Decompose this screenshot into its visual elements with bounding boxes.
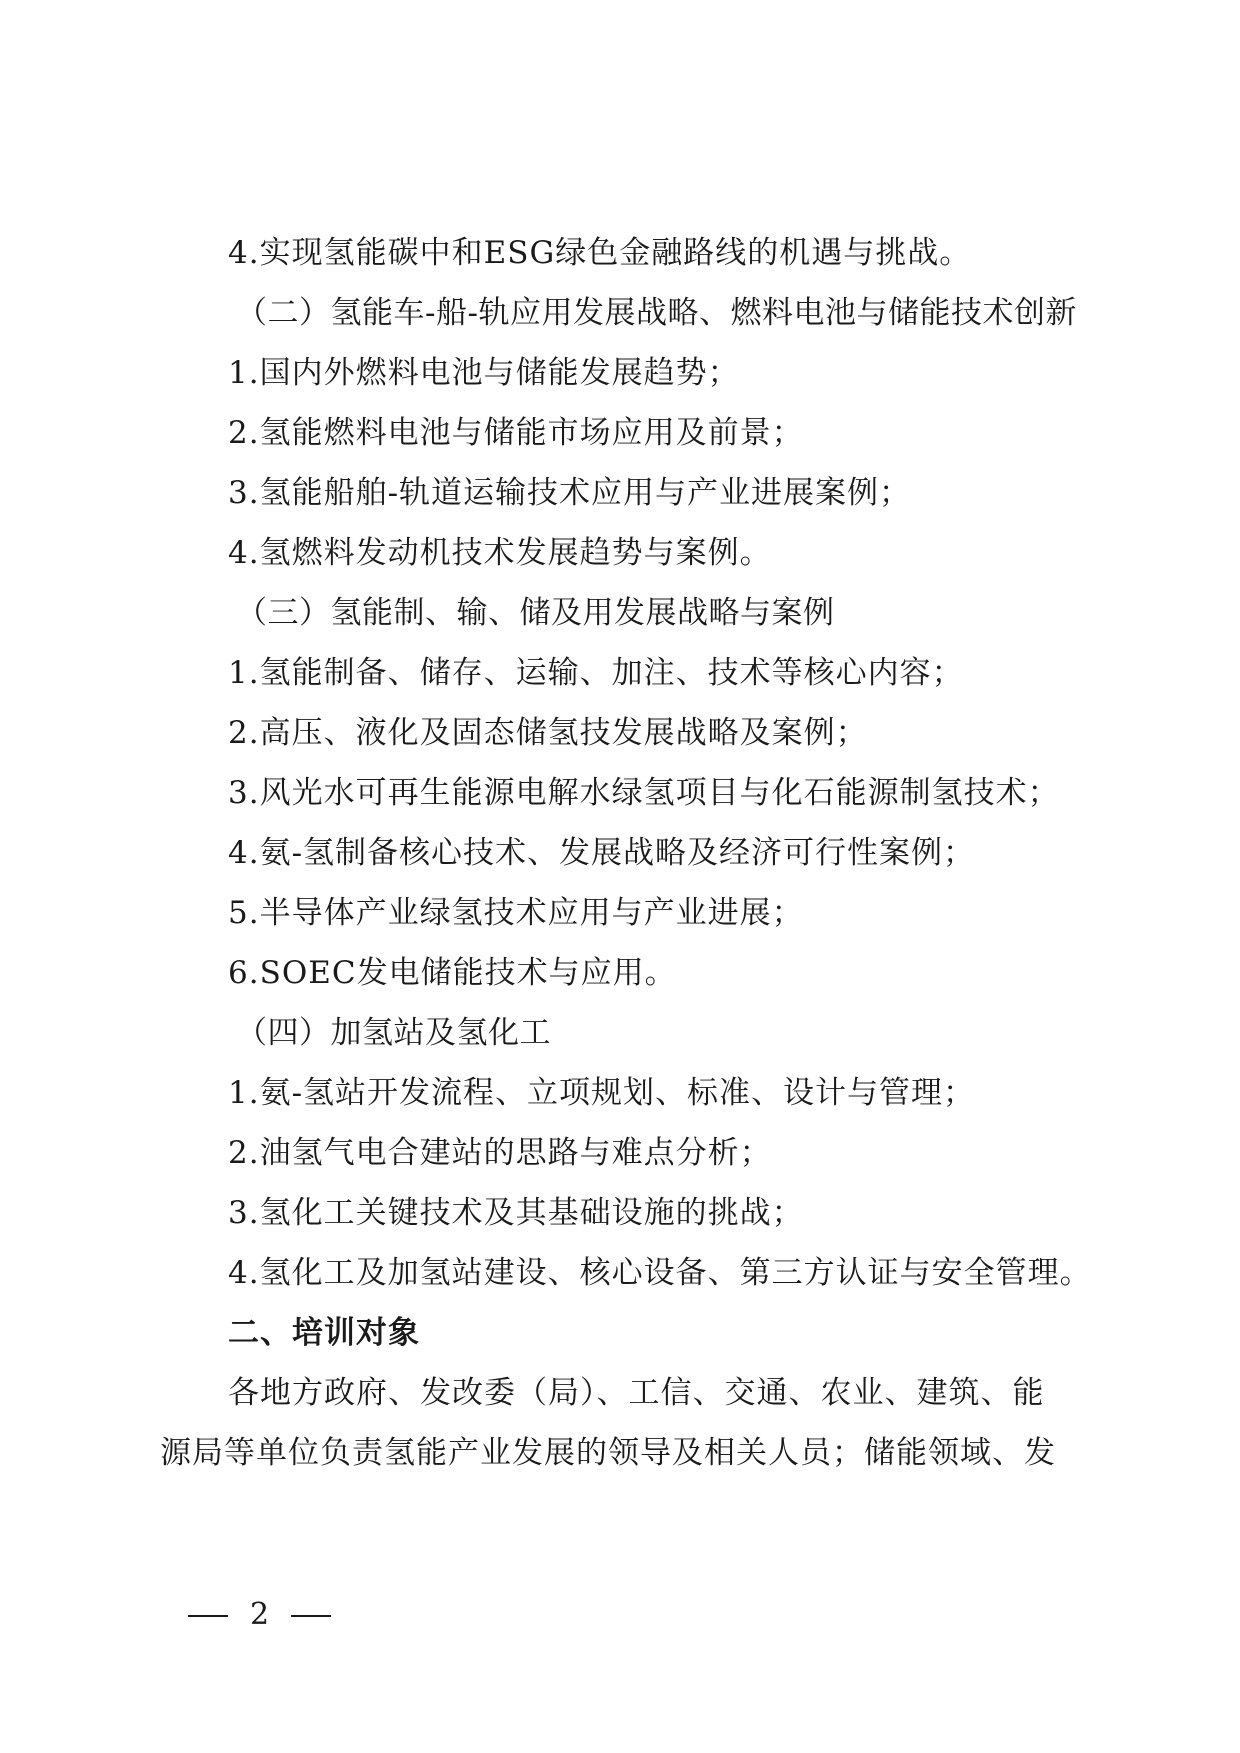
list-item: 4.氨-氢制备核心技术、发展战略及经济可行性案例； bbox=[228, 835, 976, 871]
list-item: 3.氢能船舶-轨道运输技术应用与产业进展案例； bbox=[228, 475, 912, 511]
list-item: 4.氢化工及加氢站建设、核心设备、第三方认证与安全管理。 bbox=[228, 1255, 1092, 1291]
footer-dash-left bbox=[188, 1615, 228, 1617]
list-item: 5.半导体产业绿氢技术应用与产业进展； bbox=[228, 895, 804, 931]
list-item: 3.风光水可再生能源电解水绿氢项目与化石能源制氢技术； bbox=[228, 775, 1060, 811]
list-item: 1.氢能制备、储存、运输、加注、技术等核心内容； bbox=[228, 655, 964, 691]
page-footer bbox=[188, 1595, 331, 1635]
list-item: 3.氢化工关键技术及其基础设施的挑战； bbox=[228, 1195, 804, 1231]
list-item: 2.氢能燃料电池与储能市场应用及前景； bbox=[228, 415, 804, 451]
section-subheading: （三）氢能制、输、储及用发展战略与案例 bbox=[236, 595, 835, 631]
paragraph-line: 各地方政府、发改委（局）、工信、交通、农业、建筑、能 bbox=[228, 1375, 1045, 1411]
section-subheading: （四）加氢站及氢化工 bbox=[236, 1015, 551, 1051]
list-item: 4.实现氢能碳中和ESG绿色金融路线的机遇与挑战。 bbox=[228, 235, 972, 271]
section-heading: 二、培训对象 bbox=[228, 1315, 420, 1351]
list-item: 4.氢燃料发动机技术发展趋势与案例。 bbox=[228, 535, 772, 571]
section-subheading: （二）氢能车-船-轨应用发展战略、燃料电池与储能技术创新 bbox=[236, 295, 1077, 331]
list-item: 1.国内外燃料电池与储能发展趋势； bbox=[228, 355, 740, 391]
list-item: 6.SOEC发电储能技术与应用。 bbox=[228, 955, 677, 991]
paragraph-line: 源局等单位负责氢能产业发展的领导及相关人员；储能领域、发 bbox=[160, 1435, 1056, 1471]
list-item: 2.油氢气电合建站的思路与难点分析； bbox=[228, 1135, 772, 1171]
footer-dash-right bbox=[291, 1615, 331, 1617]
list-item: 2.高压、液化及固态储氢技发展战略及案例； bbox=[228, 715, 868, 751]
list-item: 1.氨-氢站开发流程、立项规划、标准、设计与管理； bbox=[228, 1075, 976, 1111]
page-number: 2 bbox=[250, 1597, 270, 1632]
